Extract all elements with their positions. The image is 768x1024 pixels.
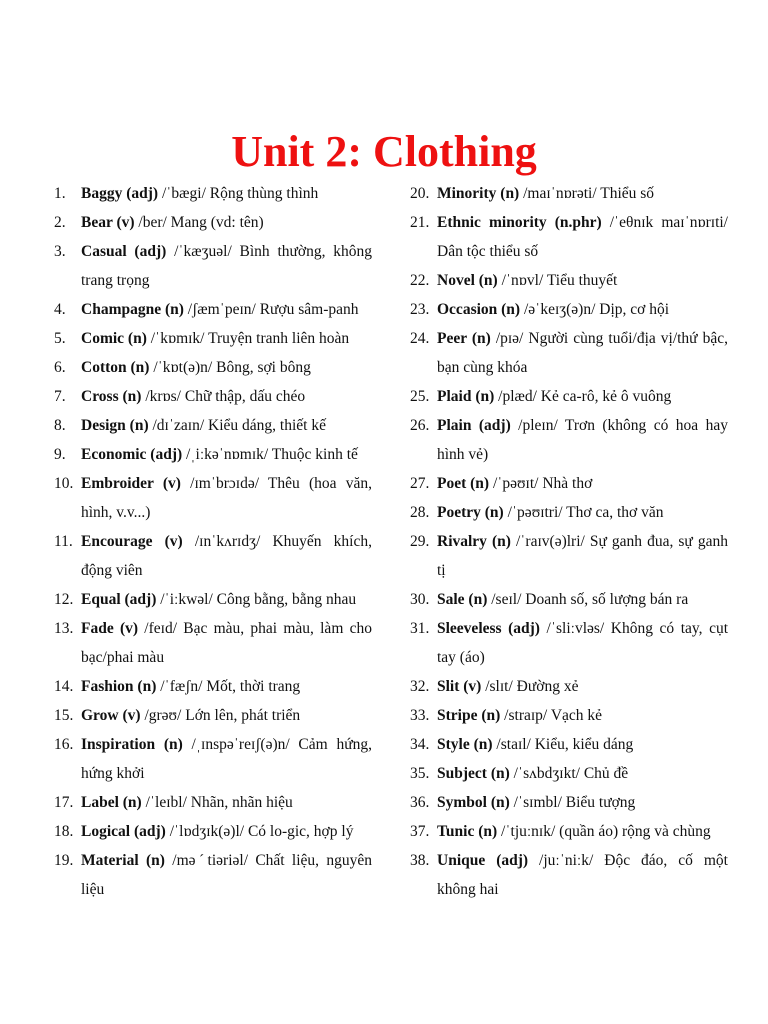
- entry-word: Subject (n): [437, 765, 510, 782]
- entry-text: [81, 817, 372, 846]
- vocab-entry: [410, 846, 728, 904]
- entry-word: Fade (v): [81, 620, 139, 637]
- entry-number: 37.: [410, 823, 430, 840]
- entry-number: 10.: [54, 475, 74, 492]
- entry-definition: /ˈkæʒuəl/ Bình thường, không trang trọng: [81, 243, 372, 289]
- vocab-entry: [54, 179, 372, 208]
- entry-text: [81, 614, 372, 672]
- entry-word: Poetry (n): [437, 504, 504, 521]
- entry-definition: /krɒs/ Chữ thập, dấu chéo: [141, 388, 306, 405]
- entry-text: [81, 237, 372, 295]
- vocab-entry: [410, 295, 728, 324]
- entry-word: Rivalry (n): [437, 533, 511, 550]
- vocab-entry: [54, 788, 372, 817]
- entry-number: 9.: [54, 446, 66, 463]
- entry-number: 1.: [54, 185, 66, 202]
- vocab-entry: [410, 208, 728, 266]
- entry-definition: /ˈiːkwəl/ Công bằng, bằng nhau: [156, 591, 357, 608]
- entry-number: 32.: [410, 678, 430, 695]
- entry-number: 13.: [54, 620, 74, 637]
- vocab-entry: [410, 324, 728, 382]
- vocab-entry: [54, 411, 372, 440]
- entry-word: Baggy (adj): [81, 185, 159, 202]
- entry-definition: /ˌɪnspəˈreɪʃ(ə)n/ Cảm hứng, hứng khởi: [81, 736, 372, 782]
- entry-word: Occasion (n): [437, 301, 521, 318]
- vocab-entry: [410, 498, 728, 527]
- entry-text: [437, 672, 728, 701]
- entry-number: 3.: [54, 243, 66, 260]
- entry-definition: /pɪə/ Người cùng tuổi/địa vị/thứ bậc, bạn cùng khóa: [437, 330, 728, 376]
- vocab-entry: [54, 701, 372, 730]
- vocab-entry: [54, 817, 372, 846]
- entry-text: [437, 382, 728, 411]
- entry-definition: /ˈsɪmbl/ Biểu tượng: [509, 794, 636, 811]
- entry-definition: /ˈpəʊɪtri/ Thơ ca, thơ văn: [503, 504, 664, 521]
- vocab-entry: [410, 382, 728, 411]
- entry-definition: /dɪˈzaɪn/ Kiểu dáng, thiết kế: [148, 417, 326, 434]
- entry-text: [437, 411, 728, 469]
- entry-definition: /əˈkeɪʒ(ə)n/ Dịp, cơ hội: [520, 301, 670, 318]
- entry-definition: /ˈtjuːnɪk/ (quần áo) rộng và chùng: [497, 823, 711, 840]
- entry-word: Tunic (n): [437, 823, 498, 840]
- entry-definition: /ʃæmˈpeɪn/ Rượu sâm-panh: [183, 301, 359, 318]
- entry-text: [437, 498, 728, 527]
- entry-text: [437, 817, 728, 846]
- entry-word: Encourage (v): [81, 533, 183, 550]
- entry-text: [437, 759, 728, 788]
- vocab-entry: [410, 527, 728, 585]
- vocab-entry: [410, 266, 728, 295]
- entry-word: Inspiration (n): [81, 736, 183, 753]
- entry-definition: /straɪp/ Vạch kẻ: [500, 707, 603, 724]
- entry-text: [81, 672, 372, 701]
- entry-definition: /ˈsʌbdʒɪkt/ Chủ đề: [509, 765, 629, 782]
- entry-definition: /ɪmˈbrɔɪdə/ Thêu (hoa văn, hình, v.v...): [81, 475, 372, 521]
- entry-number: 5.: [54, 330, 66, 347]
- entry-definition: /juːˈniːk/ Độc đáo, cố một không hai: [437, 852, 728, 898]
- entry-number: 30.: [410, 591, 430, 608]
- vocab-entry: [54, 440, 372, 469]
- entry-text: [81, 788, 372, 817]
- entry-text: [81, 353, 372, 382]
- entry-definition: /ˈnɒvl/ Tiểu thuyết: [497, 272, 618, 289]
- entry-word: Sale (n): [437, 591, 488, 608]
- entry-word: Unique (adj): [437, 852, 529, 869]
- entry-definition: /ˌiːkəˈnɒmɪk/ Thuộc kinh tế: [182, 446, 358, 463]
- entry-text: [81, 179, 372, 208]
- entry-text: [437, 527, 728, 585]
- entry-text: [81, 295, 372, 324]
- entry-number: 24.: [410, 330, 430, 347]
- vocab-entry: [410, 614, 728, 672]
- entry-text: [437, 208, 728, 266]
- vocab-entry: [54, 353, 372, 382]
- entry-definition: /ˈeθnɪk maɪˈnɒrɪti/ Dân tộc thiểu số: [437, 214, 728, 260]
- entry-definition: /plæd/ Kẻ ca-rô, kẻ ô vuông: [494, 388, 672, 405]
- entry-number: 14.: [54, 678, 74, 695]
- entry-text: [437, 469, 728, 498]
- entry-definition: /pleɪn/ Trơn (không có hoa hay hình vẻ): [437, 417, 728, 463]
- vocab-entry: [410, 817, 728, 846]
- vocab-entry: [54, 846, 372, 904]
- entry-number: 20.: [410, 185, 430, 202]
- entry-text: [81, 469, 372, 527]
- entry-word: Economic (adj): [81, 446, 183, 463]
- entry-definition: /ɪnˈkʌrɪdʒ/ Khuyến khích, động viên: [81, 533, 372, 579]
- vocab-entry: [410, 788, 728, 817]
- entry-number: 31.: [410, 620, 430, 637]
- entry-definition: /ˈkɒt(ə)n/ Bông, sợi bông: [149, 359, 311, 376]
- entry-word: Plain (adj): [437, 417, 511, 434]
- entry-word: Cross (n): [81, 388, 142, 405]
- entry-text: [81, 846, 372, 904]
- entry-text: [437, 846, 728, 904]
- entry-definition: /ˈbægi/ Rộng thùng thình: [158, 185, 319, 202]
- entry-definition: /ˈraɪv(ə)lri/ Sự ganh đua, sự ganh tị: [437, 533, 728, 579]
- entry-number: 4.: [54, 301, 66, 318]
- entry-text: [81, 730, 372, 788]
- vocab-entry: [410, 585, 728, 614]
- entry-number: 23.: [410, 301, 430, 318]
- entry-text: [81, 527, 372, 585]
- entry-word: Minority (n): [437, 185, 520, 202]
- entry-text: [81, 701, 372, 730]
- vocab-column-left: [54, 179, 372, 904]
- vocab-entry: [410, 672, 728, 701]
- entry-text: [81, 382, 372, 411]
- entry-number: 15.: [54, 707, 74, 724]
- entry-number: 28.: [410, 504, 430, 521]
- vocab-entry: [410, 730, 728, 759]
- entry-word: Comic (n): [81, 330, 147, 347]
- vocab-entry: [410, 759, 728, 788]
- entry-definition: /ˈkɒmɪk/ Truyện tranh liên hoàn: [146, 330, 350, 347]
- entry-text: [437, 788, 728, 817]
- entry-number: 33.: [410, 707, 430, 724]
- entry-text: [437, 266, 728, 295]
- entry-word: Stripe (n): [437, 707, 501, 724]
- vocab-entry: [410, 701, 728, 730]
- entry-definition: /ˈleɪbl/ Nhãn, nhãn hiệu: [141, 794, 293, 811]
- entry-number: 19.: [54, 852, 74, 869]
- entry-number: 12.: [54, 591, 74, 608]
- entry-text: [437, 730, 728, 759]
- entry-word: Symbol (n): [437, 794, 510, 811]
- vocab-entry: [54, 614, 372, 672]
- entry-number: 18.: [54, 823, 74, 840]
- entry-word: Slit (v): [437, 678, 482, 695]
- vocab-entry: [54, 585, 372, 614]
- entry-number: 25.: [410, 388, 430, 405]
- vocab-entry: [410, 469, 728, 498]
- vocab-entry: [54, 469, 372, 527]
- entry-number: 22.: [410, 272, 430, 289]
- vocab-entry: [410, 179, 728, 208]
- entry-word: Champagne (n): [81, 301, 184, 318]
- entry-word: Grow (v): [81, 707, 141, 724]
- entry-word: Poet (n): [437, 475, 490, 492]
- entry-number: 29.: [410, 533, 430, 550]
- entry-text: [81, 208, 372, 237]
- entry-definition: /ˈsliːvləs/ Không có tay, cụt tay (áo): [437, 620, 729, 666]
- entry-definition: /feɪd/ Bạc màu, phai màu, làm cho bạc/phai màu: [81, 620, 372, 666]
- entry-definition: /seɪl/ Doanh số, số lượng bán ra: [487, 591, 689, 608]
- entry-word: Sleeveless (adj): [437, 620, 540, 637]
- vocab-column-right: [410, 179, 728, 904]
- entry-definition: /staɪl/ Kiểu, kiểu dáng: [492, 736, 634, 753]
- entry-text: [437, 179, 728, 208]
- entry-word: Material (n): [81, 852, 165, 869]
- entry-word: Casual (adj): [81, 243, 167, 260]
- entry-definition: /ˈfæʃn/ Mốt, thời trang: [156, 678, 301, 695]
- page-title: Unit 2: Clothing: [231, 127, 537, 177]
- vocab-entry: [54, 237, 372, 295]
- entry-word: Label (n): [81, 794, 142, 811]
- entry-definition: /grəʊ/ Lớn lên, phát triển: [140, 707, 301, 724]
- entry-word: Bear (v): [81, 214, 135, 231]
- entry-definition: /məˊtiəriəl/ Chất liệu, nguyên liệu: [81, 852, 372, 898]
- vocab-entry: [54, 527, 372, 585]
- entry-number: 35.: [410, 765, 430, 782]
- entry-number: 2.: [54, 214, 66, 231]
- entry-number: 36.: [410, 794, 430, 811]
- entry-text: [81, 324, 372, 353]
- entry-number: 38.: [410, 852, 430, 869]
- entry-number: 7.: [54, 388, 66, 405]
- entry-number: 11.: [54, 533, 73, 550]
- entry-number: 27.: [410, 475, 430, 492]
- entry-text: [437, 585, 728, 614]
- entry-text: [437, 614, 728, 672]
- entry-number: 21.: [410, 214, 430, 231]
- entry-definition: /maɪˈnɒrəti/ Thiểu số: [519, 185, 655, 202]
- entry-definition: /ˈpəʊɪt/ Nhà thơ: [489, 475, 593, 492]
- entry-number: 34.: [410, 736, 430, 753]
- entry-word: Logical (adj): [81, 823, 166, 840]
- entry-word: Cotton (n): [81, 359, 150, 376]
- vocab-entry: [54, 382, 372, 411]
- entry-word: Design (n): [81, 417, 149, 434]
- vocab-entry: [410, 411, 728, 469]
- vocab-entry: [54, 324, 372, 353]
- entry-number: 8.: [54, 417, 66, 434]
- entry-number: 6.: [54, 359, 66, 376]
- vocab-entry: [54, 672, 372, 701]
- entry-text: [81, 440, 372, 469]
- entry-text: [81, 411, 372, 440]
- entry-word: Equal (adj): [81, 591, 157, 608]
- entry-text: [437, 324, 728, 382]
- entry-number: 26.: [410, 417, 430, 434]
- entry-definition: /ˈlɒdʒɪk(ə)l/ Có lo-gic, hợp lý: [165, 823, 354, 840]
- entry-definition: /ber/ Mang (vd: tên): [134, 214, 264, 231]
- vocab-entry: [54, 730, 372, 788]
- entry-word: Novel (n): [437, 272, 498, 289]
- entry-word: Ethnic minority (n.phr): [437, 214, 602, 231]
- entry-definition: /slɪt/ Đường xẻ: [481, 678, 579, 695]
- entry-word: Peer (n): [437, 330, 491, 347]
- entry-word: Fashion (n): [81, 678, 157, 695]
- entry-word: Plaid (n): [437, 388, 495, 405]
- entry-number: 17.: [54, 794, 74, 811]
- entry-text: [81, 585, 372, 614]
- entry-number: 16.: [54, 736, 74, 753]
- vocab-entry: [54, 208, 372, 237]
- vocab-entry: [54, 295, 372, 324]
- entry-text: [437, 295, 728, 324]
- entry-text: [437, 701, 728, 730]
- entry-word: Embroider (v): [81, 475, 181, 492]
- entry-word: Style (n): [437, 736, 493, 753]
